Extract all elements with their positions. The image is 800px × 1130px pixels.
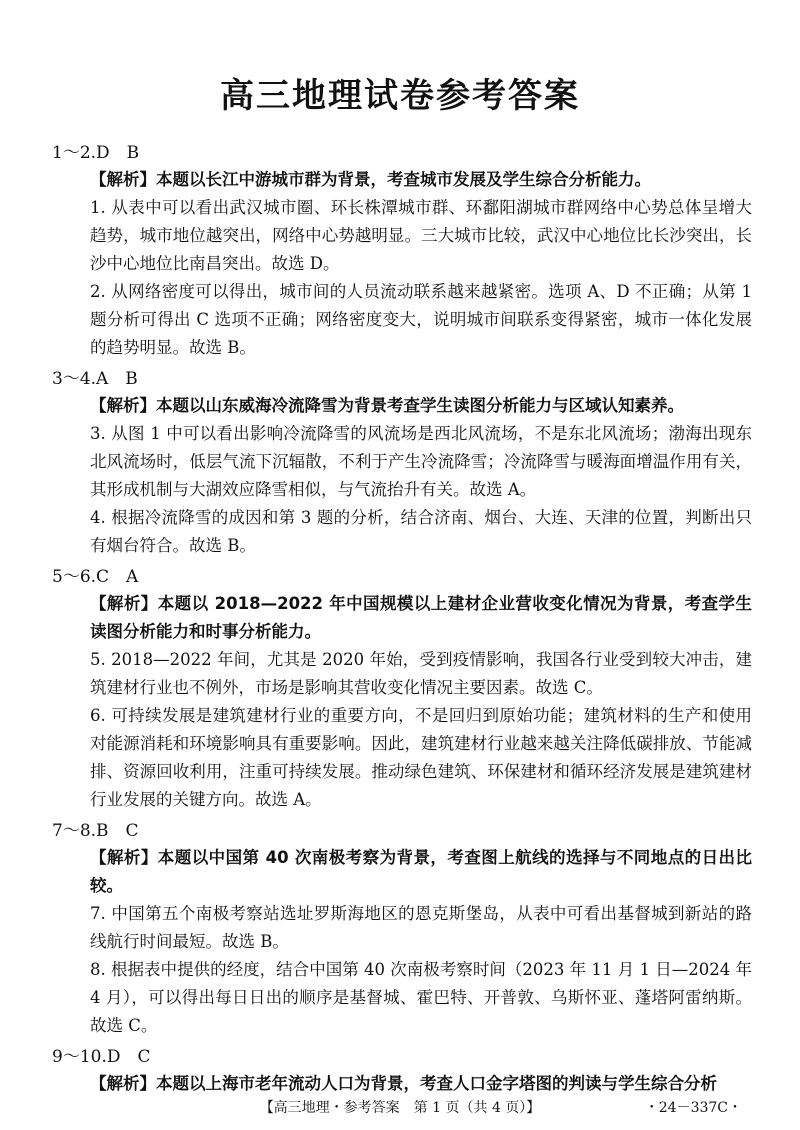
explanation-paragraph: 4. 根据冷流降雪的成因和第 3 题的分析，结合济南、烟台、大连、天津的位置，判断出只有烟台符合。故选 B。 [90,508,752,555]
explanation-paragraph: 2. 从网络密度可以得出，城市间的人员流动联系越来越紧密。选项 A、D 不正确；从第 1 题分析可得出 C 选项不正确；网络密度变大，说明城市间联系变得紧密，城市一体化发展的趋势明显。故选 B。 [90,282,752,357]
answer-section-7-8 [52,818,752,1040]
analysis-heading: 【解析】本题以 2018—2022 年中国规模以上建材企业营收变化情况为背景，考查学生读图分析能力和时事分析能力。 [90,594,752,641]
question-answer-line: 1～2.D B [52,143,140,163]
answer-section-9-10 [52,1044,752,1098]
analysis-heading: 【解析】本题以长江中游城市群为背景，考查城市发展及学生综合分析能力。 [90,170,651,189]
explanation-paragraph: 6. 可持续发展是建筑建材行业的重要方向，不是回归到原始功能；建筑材料的生产和使用对能源消耗和环境影响具有重要影响。因此，建筑建材行业越来越关注降低碳排放、节能减排、资源回收利用，注重可持续发展。推动绿色建筑、环保建材和循环经济发展是建筑建材行业发展的关键方向。故选 A。 [90,706,752,809]
answer-section-1-2 [52,140,752,362]
explanation-paragraph: 5. 2018—2022 年间，尤其是 2020 年始，受到疫情影响，我国各行业受到较大冲击，建筑建材行业也不例外，市场是影响其营收变化情况主要因素。故选 C。 [90,650,752,697]
analysis-heading: 【解析】本题以中国第 40 次南极考察为背景，考查图上航线的选择与不同地点的日出比较。 [90,848,752,895]
analysis-heading: 【解析】本题以上海市老年流动人口为背景，考查人口金字塔图的判读与学生综合分析 [90,1074,717,1093]
footer-paper-code: ・24－337C・ [644,1100,742,1116]
page-title: 高三地理试卷参考答案 [220,76,580,116]
question-answer-line: 9～10.D C [52,1047,151,1067]
answer-content [52,140,752,1102]
explanation-paragraph: 8. 根据表中提供的经度，结合中国第 40 次南极考察时间（2023 年 11 月 1 日—2024 年 4 月），可以得出每日日出的顺序是基督城、霍巴特、开普敦、乌斯怀亚、蓬塔阿雷纳斯。故选 C。 [90,960,752,1035]
question-answer-line: 7～8.B C [52,821,139,841]
page-footer [0,1096,800,1120]
explanation-paragraph: 7. 中国第五个南极考察站选址罗斯海地区的恩克斯堡岛，从表中可看出基督城到新站的路线航行时间最短。故选 B。 [90,904,752,951]
explanation-paragraph: 1. 从表中可以看出武汉城市圈、环长株潭城市群、环鄱阳湖城市群网络中心势总体呈增大趋势，城市地位越突出，网络中心势越明显。三大城市比较，武汉中心地位比长沙突出，长沙中心地位比南昌突出。故选 D。 [90,198,752,273]
question-answer-line: 5～6.C A [52,567,139,587]
explanation-paragraph: 3. 从图 1 中可以看出影响冷流降雪的风流场是西北风流场，不是东北风流场；渤海出现东北风流场时，低层气流下沉辐散，不利于产生冷流降雪；冷流降雪与暖海面增温作用有关，其形成机制与大湖效应降雪相似，与气流抬升有关。故选 A。 [90,424,752,499]
question-answer-line: 3～4.A B [52,369,138,389]
analysis-heading: 【解析】本题以山东威海冷流降雪为背景考查学生读图分析能力与区域认知素养。 [90,396,684,415]
footer-page-info: 【高三地理・参考答案 第 1 页（共 4 页）】 [259,1100,541,1116]
answer-section-3-4 [52,366,752,560]
answer-section-5-6 [52,564,752,814]
